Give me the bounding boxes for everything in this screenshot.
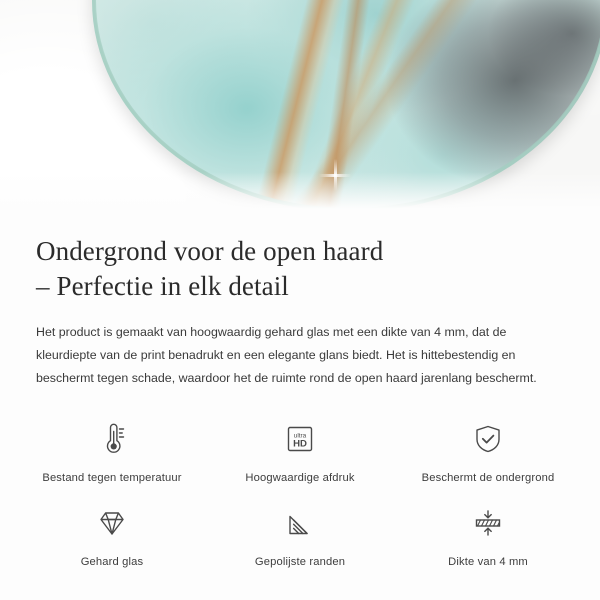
description-paragraph: Het product is gemaakt van hoogwaardig gehard glas met een dikte van 4 mm, dat de kleurdiepte van de print benadrukt en een elegante glans biedt. Het is hittebestendig en beschermt tegen schade, waardoor het de ruimte rond de open haard jarenlang beschermt. bbox=[36, 325, 537, 385]
feature-label-thickness: Dikte van 4 mm bbox=[448, 555, 528, 568]
feature-item-print-quality bbox=[206, 416, 394, 484]
feature-item-temperature bbox=[18, 416, 206, 484]
hero-image bbox=[0, 0, 600, 212]
feature-item-surface-protection bbox=[394, 416, 582, 484]
svg-text:ultra: ultra bbox=[293, 432, 307, 440]
feature-label-polished-edges: Gepolijste randen bbox=[254, 555, 346, 568]
svg-text:HD: HD bbox=[293, 438, 307, 450]
page-title-line-2: – Perfectie in elk detail bbox=[36, 270, 289, 301]
feature-grid bbox=[0, 416, 600, 568]
feature-item-tempered-glass bbox=[18, 500, 206, 568]
feature-label-temperature: Bestand tegen temperatuur bbox=[42, 471, 182, 484]
feature-item-thickness bbox=[394, 500, 582, 568]
hero-bottom-fade bbox=[0, 172, 600, 212]
shield-check-icon bbox=[465, 416, 511, 462]
feature-item-polished-edges bbox=[206, 500, 394, 568]
feature-label-print-quality: Hoogwaardige afdruk bbox=[245, 471, 355, 484]
page-title bbox=[36, 234, 564, 303]
polished-edges-icon bbox=[277, 500, 323, 546]
thermometer-icon bbox=[89, 416, 135, 462]
page-title-line-1: Ondergrond voor de open haard bbox=[36, 236, 384, 266]
feature-label-surface-protection: Beschermt de ondergrond bbox=[421, 471, 555, 484]
diamond-icon bbox=[89, 500, 135, 546]
text-content bbox=[0, 212, 600, 390]
thickness-4mm-icon bbox=[465, 500, 511, 546]
ultra-hd-icon bbox=[277, 416, 323, 462]
feature-label-tempered-glass: Gehard glas bbox=[80, 555, 144, 568]
